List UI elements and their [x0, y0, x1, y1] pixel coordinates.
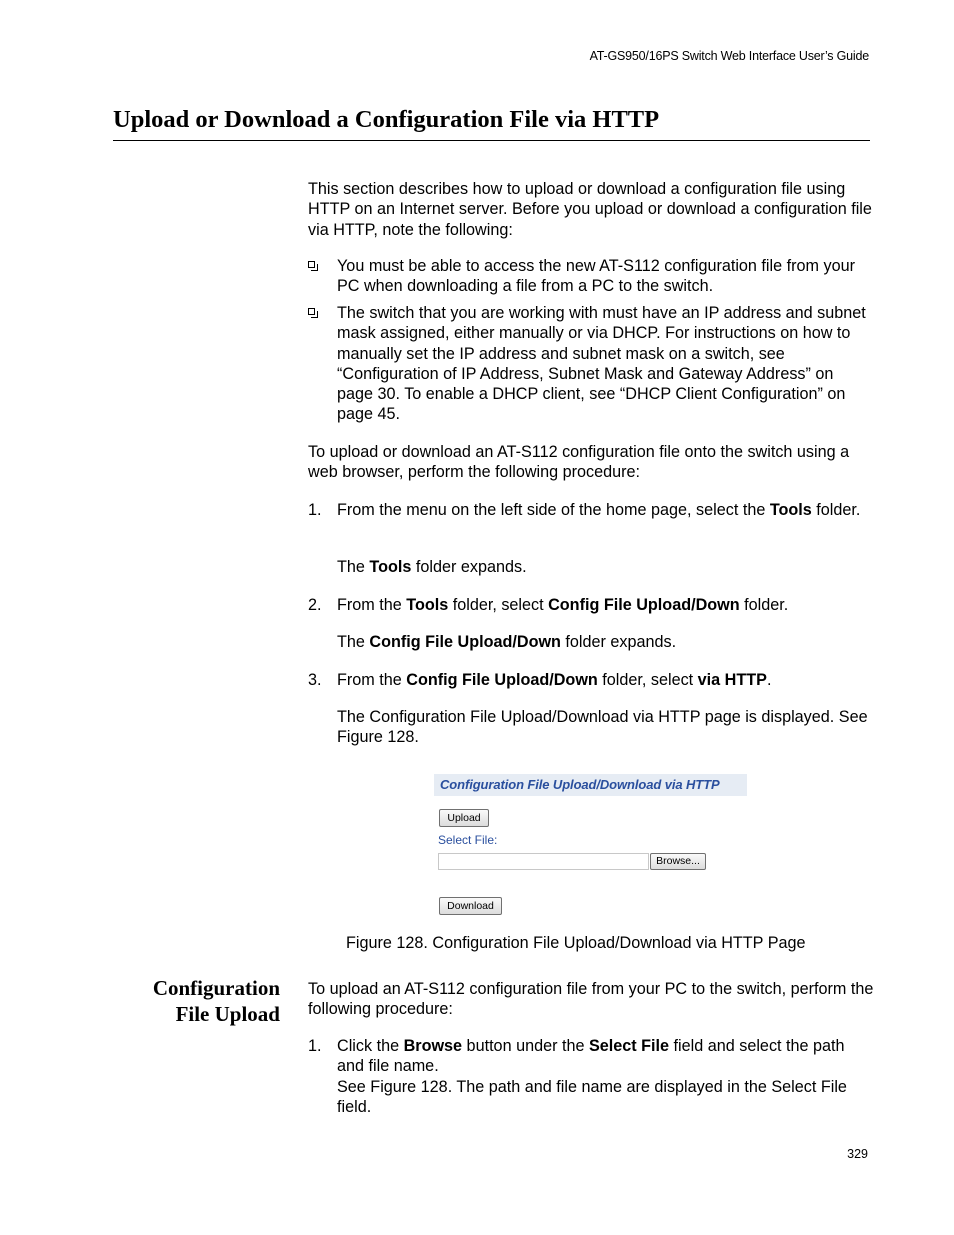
step-number: 1. — [308, 501, 322, 519]
step-text: From the menu on the left side of the home page, select the Tools folder. — [337, 501, 861, 519]
checkbox-bullet-icon — [308, 308, 315, 315]
page-number: 329 — [847, 1147, 868, 1161]
upload-button[interactable]: Upload — [439, 809, 489, 827]
intro-paragraph: This section describes how to upload or download a configuration file using HTTP on an Internet server. Before you upload or download a configuration file via HTTP, note the following: — [308, 180, 872, 239]
step-3-result: The Configuration File Upload/Download via HTTP page is displayed. See Figure 128. — [337, 708, 868, 747]
figure-page-title: Configuration File Upload/Download via HTTP — [440, 777, 720, 792]
subsection-heading: Configuration File Upload — [152, 976, 280, 1026]
browse-button[interactable]: Browse... — [650, 853, 706, 870]
upload-intro: To upload an AT-S112 configuration file from your PC to the switch, perform the following procedure: — [308, 980, 874, 1019]
step-number: 2. — [308, 596, 322, 614]
procedure-intro: To upload or download an AT-S112 configuration file onto the switch using a web browser, perform the following procedure: — [308, 443, 850, 482]
step-2-result: The Config File Upload/Down folder expands. — [337, 633, 677, 651]
bullet-text: You must be able to access the new AT-S112 configuration file from your PC when downloading a file from a PC to the switch. — [337, 257, 855, 296]
step-text: From the Config File Upload/Down folder, select via HTTP. — [337, 671, 772, 689]
title-rule — [113, 140, 870, 141]
select-file-label: Select File: — [438, 833, 498, 847]
select-file-input[interactable] — [438, 853, 649, 870]
running-header: AT-GS950/16PS Switch Web Interface User’s Guide — [589, 49, 869, 63]
figure-caption: Figure 128. Configuration File Upload/Download via HTTP Page — [346, 934, 806, 952]
download-button[interactable]: Download — [439, 897, 502, 915]
step-text: Click the Browse button under the Select File field and select the path and file name. See Figure 128. The path and file name are displayed in the Select File field. — [337, 1037, 847, 1116]
step-number: 1. — [308, 1037, 322, 1055]
checkbox-bullet-icon — [308, 261, 315, 268]
bullet-text: The switch that you are working with must have an IP address and subnet mask assigned, either manually or via DHCP. For instructions on how to manually set the IP address and subnet mask on a switch, see “Configuration of IP Address, Subnet Mask and Gateway Address” on page 30. To enable a DHCP client, see “DHCP Client Configuration” on page 45. — [337, 304, 866, 424]
step-text: From the Tools folder, select Config File Upload/Down folder. — [337, 596, 789, 614]
step-1-result: The Tools folder expands. — [337, 558, 527, 576]
section-title: Upload or Download a Configuration File via HTTP — [113, 106, 660, 133]
step-number: 3. — [308, 671, 322, 689]
